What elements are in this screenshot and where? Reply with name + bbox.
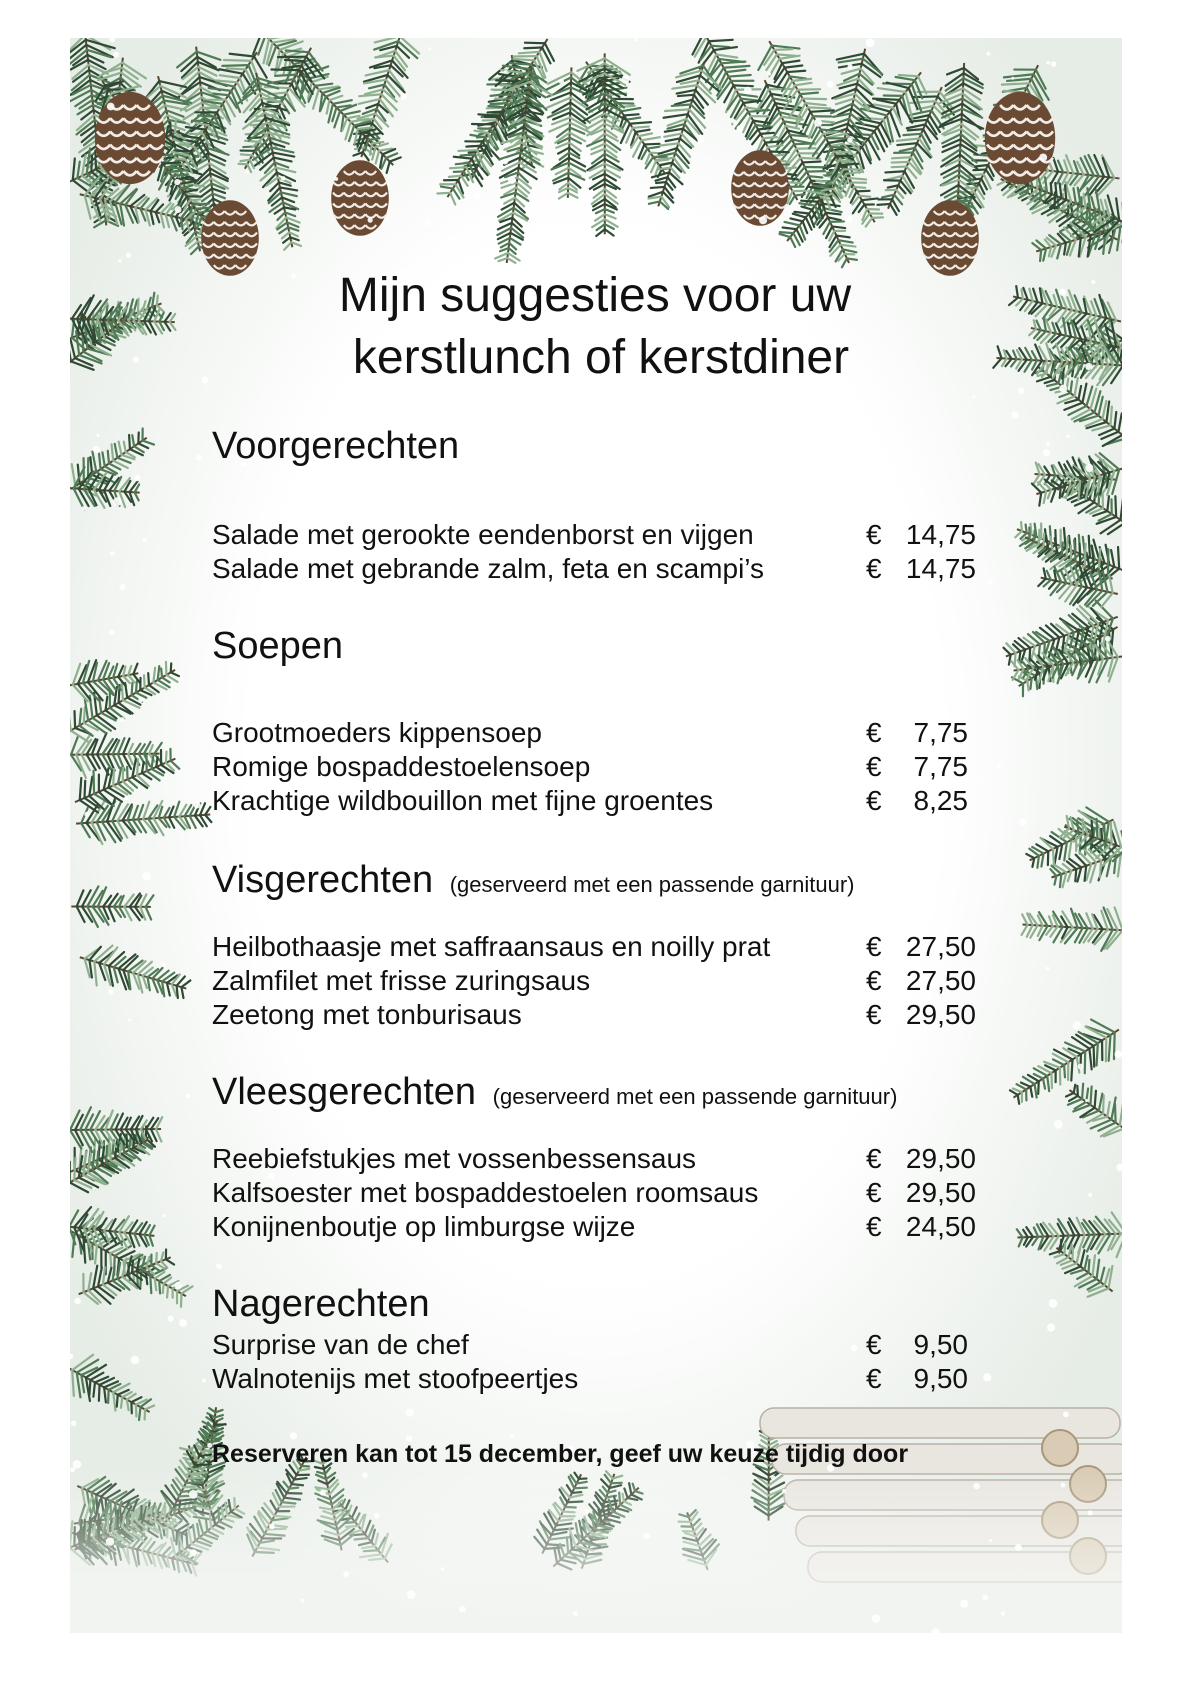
section-note: (geserveerd met een passende garnituur) <box>449 872 855 897</box>
menu-item: Krachtige wildbouillon met fijne groentes € 8,25 <box>212 785 968 816</box>
section-heading-nagerechten: Nagerechten <box>212 1283 430 1325</box>
section-heading-soepen: Soepen <box>212 625 344 667</box>
title-line-1: Mijn suggesties voor uw <box>338 269 852 322</box>
menu-item: Konijnenboutje op limburgse wijze € 24,50 <box>212 1211 976 1242</box>
menu-item: Grootmoeders kippensoep € 7,75 <box>212 717 968 748</box>
menu-item: Romige bospaddestoelensoep € 7,75 <box>212 751 968 782</box>
menu-item: Heilbothaasje met saffraansaus en noilly prat € 27,50 <box>212 931 976 962</box>
section-note: (geserveerd met een passende garnituur) <box>492 1084 898 1109</box>
menu-item: Zalmfilet met frisse zuringsaus € 27,50 <box>212 965 976 996</box>
reservation-note: Reserveren kan tot 15 december, geef uw keuze tijdig door <box>212 1440 909 1468</box>
section-heading-visgerechten: Visgerechten (geserveerd met een passende garnituur) <box>212 859 855 901</box>
menu-item: Salade met gebrande zalm, feta en scampi’s € 14,75 <box>212 553 976 584</box>
section-heading-voorgerechten: Voorgerechten <box>212 425 460 467</box>
menu-item: Walnotenijs met stoofpeertjes € 9,50 <box>212 1363 968 1394</box>
menu-item: Surprise van de chef € 9,50 <box>212 1329 968 1360</box>
menu-item: Salade met gerookte eendenborst en vijgen € 14,75 <box>212 519 976 550</box>
menu-item: Reebiefstukjes met vossenbessensaus € 29,50 <box>212 1143 976 1174</box>
menu-item: Kalfsoester met bospaddestoelen roomsaus € 29,50 <box>212 1177 976 1208</box>
section-heading-vleesgerechten: Vleesgerechten (geserveerd met een passende garnituur) <box>212 1071 898 1113</box>
title-line-2: kerstlunch of kerstdiner <box>352 331 850 384</box>
menu-item: Zeetong met tonburisaus € 29,50 <box>212 999 976 1030</box>
